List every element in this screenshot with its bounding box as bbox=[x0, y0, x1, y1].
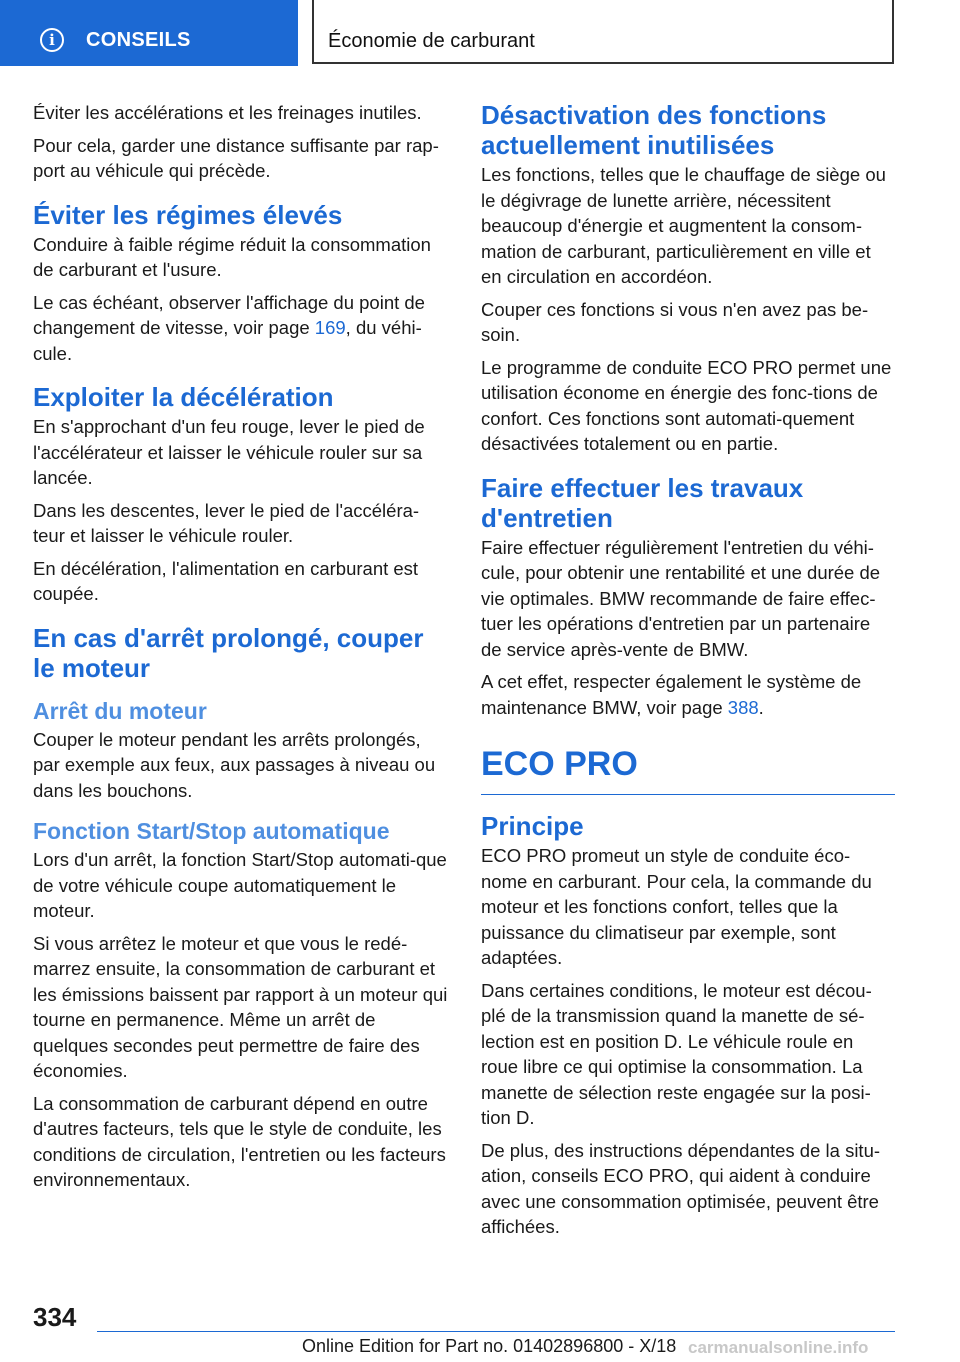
heading-principe: Principe bbox=[481, 811, 584, 841]
paragraph: Si vous arrêtez le moteur et que vous le redé-marrez ensuite, la consommation de carburant et les émissions baissent par rapport à un moteur qui tourne en permanence. Même un arrêt de quelques secondes peut permettre de faire des économies. bbox=[33, 932, 448, 1081]
paragraph: Faire effectuer régulièrement l'entretien du véhi-cule, pour obtenir une rentabilité et une durée de vie optimales. BMW recommande de faire effec-tuer les opérations d'entretien par un partenaire de service après-vente de BMW. bbox=[481, 536, 881, 660]
heading-arret-prolonge: En cas d'arrêt prolongé, couper le moteur bbox=[33, 622, 424, 683]
text: A cet effet, respecter également le système de maintenance BMW, voir page bbox=[481, 671, 862, 718]
paragraph: Éviter les accélérations et les freinages inutiles. bbox=[33, 102, 422, 123]
subheading-start-stop: Fonction Start/Stop automatique bbox=[33, 818, 390, 844]
page-link-388[interactable]: 388 bbox=[727, 696, 759, 718]
heading-deceleration: Exploiter la décélération bbox=[33, 382, 334, 412]
paragraph: Dans certaines conditions, le moteur est décou-plé de la transmission quand la manette de sé-lection est en position D. Le véhicule roule en roue libre ce qui optimise la consommation. La manette de sélection reste engagée sur la posi-tion D. bbox=[481, 979, 872, 1128]
paragraph: En s'approchant d'un feu rouge, lever le pied de l'accélérateur et laisser le véhicule rouler sur sa lancée. bbox=[33, 416, 425, 488]
paragraph: La consommation de carburant dépend en outre d'autres facteurs, tels que le style de conduite, les conditions de circulation, l'entretien ou les facteurs environnementaux. bbox=[33, 1092, 446, 1190]
chapter-title: Économie de carburant bbox=[328, 30, 535, 52]
page-link-169[interactable]: 169 bbox=[314, 317, 346, 338]
paragraph-with-link bbox=[481, 669, 895, 720]
section-title-eco-pro: ECO PRO bbox=[481, 742, 895, 795]
paragraph: Dans les descentes, lever le pied de l'accélérа-teur et laisser le véhicule rouler. bbox=[33, 499, 420, 546]
paragraph: Couper le moteur pendant les arrêts prolongés, par exemple aux feux, aux passages à niveau ou dans les bouchons. bbox=[33, 728, 436, 801]
subheading-arret-moteur: Arrêt du moteur bbox=[33, 697, 207, 724]
paragraph: Couper ces fonctions si vous n'en avez pas be-soin. bbox=[481, 298, 869, 345]
heading-entretien: Faire effectuer les travaux d'entretien bbox=[481, 472, 804, 533]
heading-regimes: Éviter les régimes élevés bbox=[33, 199, 343, 230]
paragraph: De plus, des instructions dépendantes de la situ-ation, conseils ECO PRO, qui aident à conduire avec une consommation optimisée, peuvent être affichées. bbox=[481, 1139, 881, 1237]
watermark: carmanualsonline.info bbox=[684, 1338, 872, 1358]
footer-edition: Online Edition for Part no. 01402896800 - X/18 bbox=[302, 1336, 677, 1356]
paragraph: En décélération, l'alimentation en carburant est coupée. bbox=[33, 557, 419, 604]
header-title-box bbox=[312, 0, 894, 64]
info-icon: i bbox=[40, 28, 64, 52]
paragraph: Conduire à faible régime réduit la consommation de carburant et l'usure. bbox=[33, 233, 431, 280]
paragraph-with-link bbox=[33, 290, 449, 367]
header-section-label: CONSEILS bbox=[86, 29, 191, 51]
page-number: 334 bbox=[33, 1302, 77, 1332]
text: . bbox=[758, 696, 764, 718]
paragraph: ECO PRO promeut un style de conduite éco-nome en carburant. Pour cela, la commande du moteur et les fonctions confort, telles que la puissance du climatiseur par exemple, sont adaptées. bbox=[481, 845, 872, 968]
text: , du véhi-cule. bbox=[33, 317, 422, 364]
text: Le cas échéant, observer l'affichage du point de changement de vitesse, voir page bbox=[33, 291, 425, 338]
left-column bbox=[33, 100, 449, 1200]
heading-desactivation: Désactivation des fonctions actuellement inutilisées bbox=[481, 100, 827, 160]
right-column bbox=[481, 100, 895, 1247]
paragraph: Les fonctions, telles que le chauffage de siège ou le dégivrage de lunette arrière, nécessitent beaucoup d'énergie et augmentent la consom-mation de carburant, particulièrement en ville et en circulation en accordéon. bbox=[481, 164, 886, 287]
paragraph: Lors d'un arrêt, la fonction Start/Stop automati-que de votre véhicule coupe automatiquement le moteur. bbox=[33, 849, 447, 921]
paragraph: Le programme de conduite ECO PRO permet une utilisation économe en énergie des fonc-tions de confort. Ces fonctions sont automati-quement désactivées totalement ou en partie. bbox=[481, 356, 892, 454]
header-section-tab bbox=[0, 0, 298, 66]
footer-divider bbox=[97, 1331, 895, 1332]
paragraph: Pour cela, garder une distance suffisante par rap-port au véhicule qui précède. bbox=[33, 134, 439, 181]
